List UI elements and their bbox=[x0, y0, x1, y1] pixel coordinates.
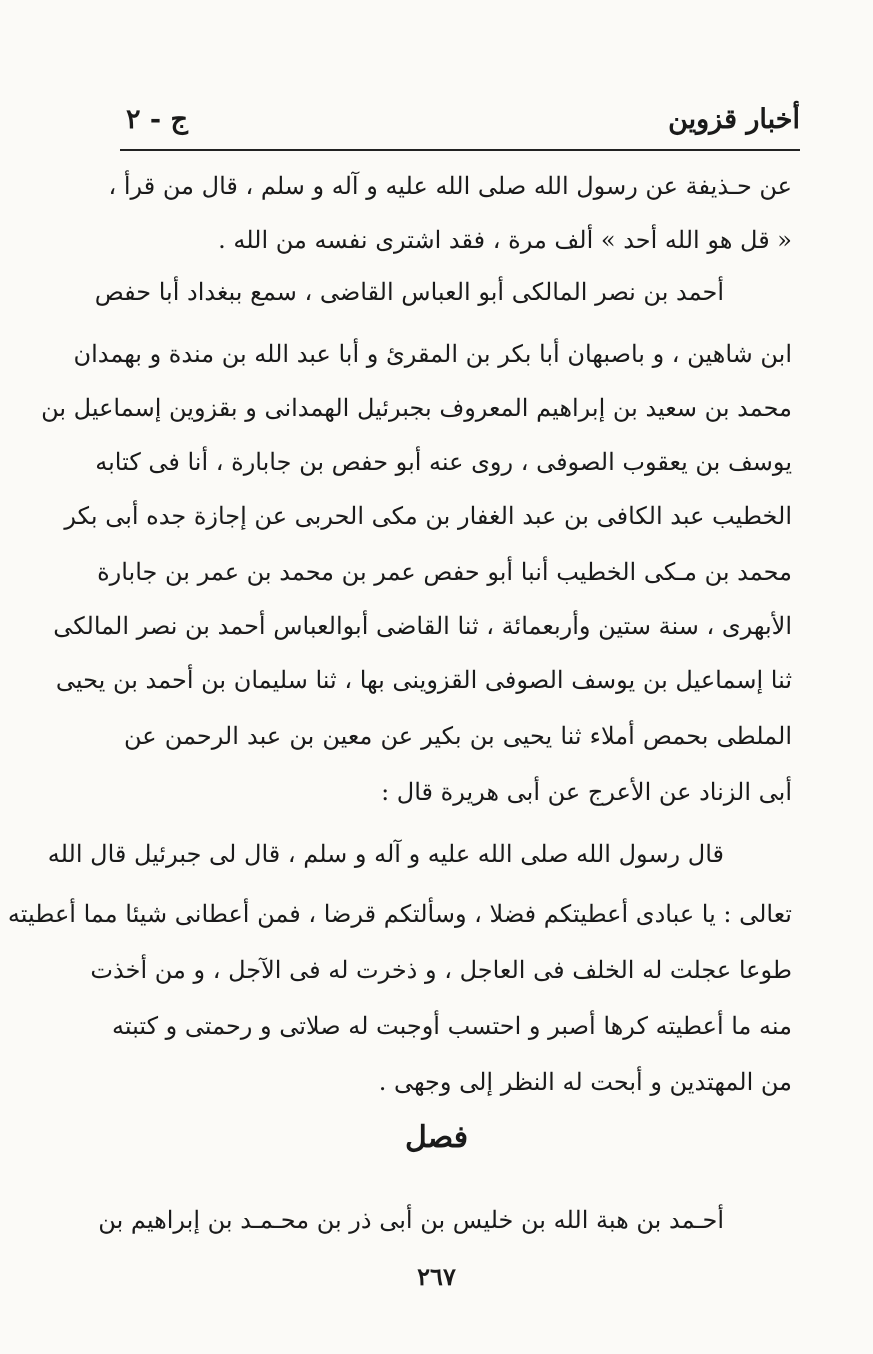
text-line: أحـمد بن هبة الله بن خليس بن أبى ذر بن محـمـد بن إبراهيم بن bbox=[98, 1206, 724, 1234]
text-line: طوعا عجلت له الخلف فى العاجل ، و ذخرت له فى الآجل ، و من أخذت bbox=[90, 956, 792, 984]
volume-marker: ج - ٢ bbox=[126, 104, 188, 135]
text-line: « قل هو الله أحد » ألف مرة ، فقد اشترى نفسه من الله . bbox=[218, 226, 792, 254]
book-title: أخبار قزوين bbox=[668, 104, 800, 135]
text-line: قال رسول الله صلى الله عليه و آله و سلم ، قال لى جبرئيل قال الله bbox=[47, 840, 724, 868]
text-line: منه ما أعطيته كرها أصبر و احتسب أوجبت له صلاتى و رحمتى و كتبته bbox=[111, 1012, 792, 1040]
page-number: ٢٦٧ bbox=[417, 1262, 456, 1291]
text-line: ابن شاهين ، و باصبهان أبا بكر بن المقرئ و أبا عبد الله بن مندة و بهمدان bbox=[73, 340, 792, 368]
section-heading: فصل bbox=[404, 1120, 469, 1155]
text-line: أبى الزناد عن الأعرج عن أبى هريرة قال : bbox=[381, 778, 792, 806]
text-line: الخطيب عبد الكافى بن عبد الغفار بن مكى الحربى عن إجازة جده أبى بكر bbox=[64, 502, 792, 530]
text-line: عن حـذيفة عن رسول الله صلى الله عليه و آله و سلم ، قال من قرأ ، bbox=[108, 172, 792, 200]
text-line: من المهتدين و أبحت له النظر إلى وجهى . bbox=[378, 1068, 792, 1096]
text-line: يوسف بن يعقوب الصوفى ، روى عنه أبو حفص بن جابارة ، أنا فى كتابه bbox=[95, 448, 792, 476]
text-line: محمد بن مـكى الخطيب أنبا أبو حفص عمر بن محمد بن عمر بن جابارة bbox=[97, 558, 792, 586]
text-line: الملطى بحمص أملاء ثنا يحيى بن بكير عن معين بن عبد الرحمن عن bbox=[124, 722, 792, 750]
text-line: تعالى : يا عبادى أعطيتكم فضلا ، وسألتكم قرضا ، فمن أعطانى شيئا مما أعطيته bbox=[7, 900, 792, 928]
text-line: محمد بن سعيد بن إبراهيم المعروف بجبرئيل الهمدانى و بقزوين إسماعيل بن bbox=[41, 394, 792, 422]
text-line: أحمد بن نصر المالكى أبو العباس القاضى ، سمع ببغداد أبا حفص bbox=[94, 278, 724, 306]
text-line: ثنا إسماعيل بن يوسف الصوفى القزوينى بها ، ثنا سليمان بن أحمد بن يحيى bbox=[55, 666, 792, 694]
text-line: الأبهرى ، سنة ستين وأربعمائة ، ثنا القاضى أبوالعباس أحمد بن نصر المالكى bbox=[53, 612, 792, 640]
